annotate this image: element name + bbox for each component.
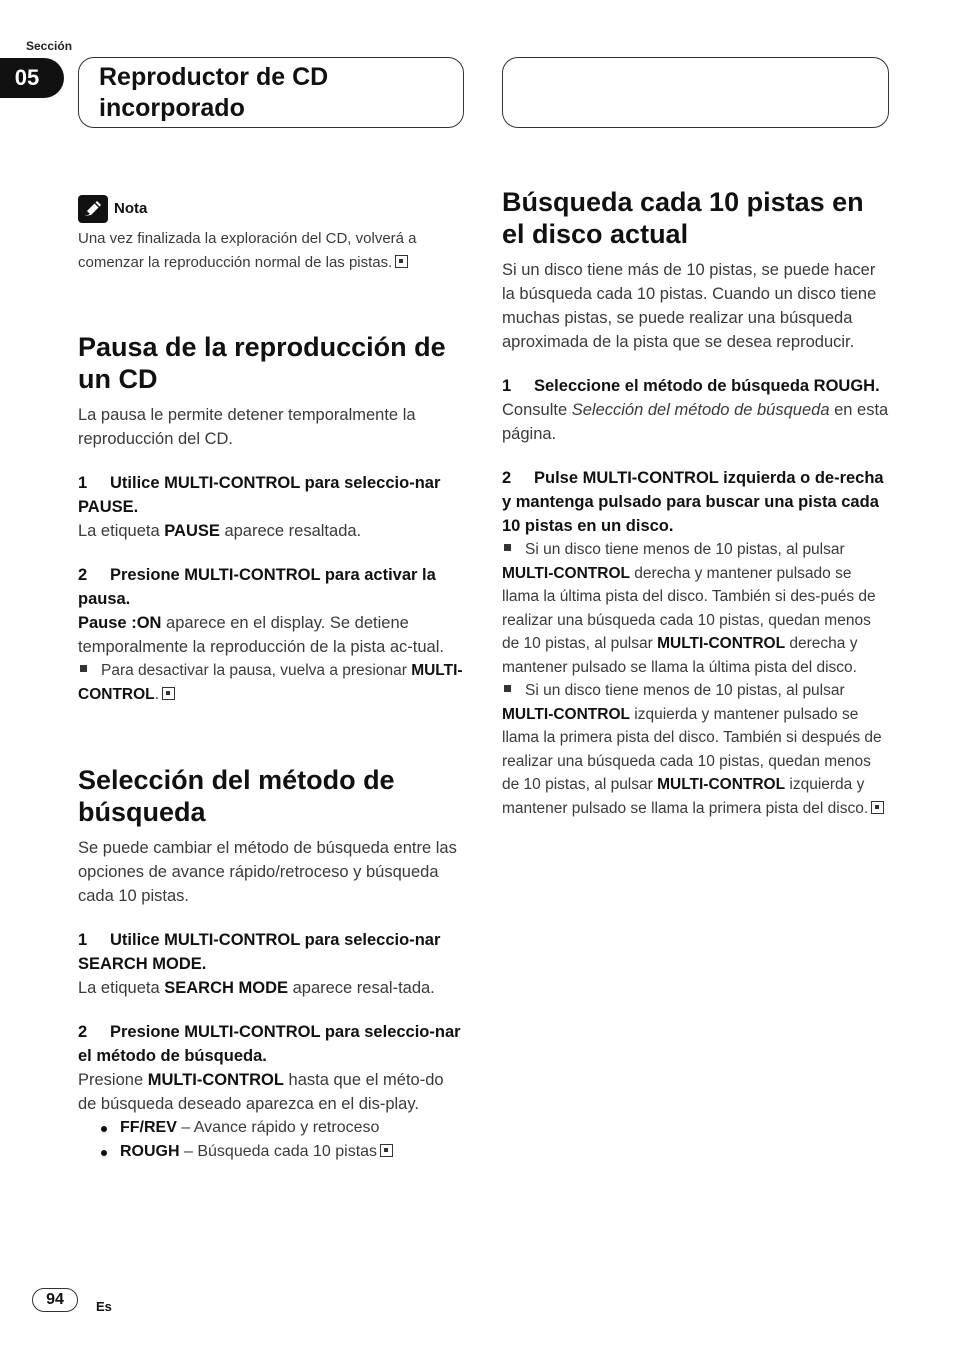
chapter-title: Reproductor de CD incorporado: [99, 63, 329, 122]
left-column: [78, 195, 466, 1164]
search-method-step-1-text: La etiqueta SEARCH MODE aparece resal-tada.: [78, 979, 435, 997]
end-of-section-icon: [395, 255, 408, 268]
pause-step-1: 1 Utilice MULTI-CONTROL para seleccio-nar PAUSE.: [78, 474, 441, 516]
search-method-intro: Se puede cambiar el método de búsqueda entre las opciones de avance rápido/retroceso y búsqueda cada 10 pistas.: [78, 839, 457, 905]
search-method-step-1: 1 Utilice MULTI-CONTROL para seleccio-nar SEARCH MODE.: [78, 931, 441, 973]
end-of-section-icon: [871, 801, 884, 814]
note-header: [78, 195, 466, 223]
square-bullet-icon: [504, 685, 511, 692]
language-label: Es: [96, 1299, 112, 1314]
search-method-heading: Selección del método de búsqueda: [78, 765, 395, 827]
end-of-section-icon: [162, 687, 175, 700]
pause-step-2-text: Pause :ON aparece en el display. Se detiene temporalmente la reproducción de la pista ac-tual.: [78, 614, 444, 656]
square-bullet-icon: [504, 544, 511, 551]
right-column: [502, 186, 890, 820]
pause-heading: Pausa de la reproducción de un CD: [78, 332, 446, 394]
page-number: 94: [32, 1288, 78, 1312]
rough-search-heading: Búsqueda cada 10 pistas en el disco actual: [502, 187, 864, 249]
rough-bullet-2: Si un disco tiene menos de 10 pistas, al pulsar MULTI-CONTROL izquierda y mantener pulsado se llama la primera pista del disco. También si después de realizar una búsqueda cada 10 pistas, quedan menos de 10 pistas, al pulsar MULTI-CONTROL izquierda y mantener pulsado se llama la primera pista del disco.: [502, 679, 890, 820]
section-number-tab: 05: [0, 58, 64, 98]
empty-header-box: [502, 57, 889, 128]
rough-bullet-1: Si un disco tiene menos de 10 pistas, al pulsar MULTI-CONTROL derecha y mantener pulsado se llama la última pista del disco. También si des-pués de realizar una búsqueda cada 10 pistas, quedan menos de 10 pistas, al pulsar MULTI-CONTROL derecha y mantener pulsado se llama la última pista del disco.: [502, 541, 876, 676]
pause-bullet: Para desactivar la pausa, vuelva a presionar MULTI-CONTROL.: [78, 662, 463, 703]
chapter-title-box: [78, 57, 464, 128]
pause-intro: La pausa le permite detener temporalmente la reproducción del CD.: [78, 406, 416, 448]
note-title: Nota: [114, 200, 148, 217]
square-bullet-icon: [80, 665, 87, 672]
section-label: Sección: [26, 39, 73, 53]
list-item: ROUGH – Búsqueda cada 10 pistas: [98, 1140, 466, 1164]
search-options-list: [98, 1116, 466, 1164]
pause-step-1-text: La etiqueta PAUSE aparece resaltada.: [78, 522, 362, 540]
rough-step-1-text: Consulte Selección del método de búsqueda en esta página.: [502, 401, 889, 443]
pause-step-2: 2 Presione MULTI-CONTROL para activar la pausa.: [78, 566, 436, 608]
search-method-step-2: 2 Presione MULTI-CONTROL para seleccio-nar el método de búsqueda.: [78, 1023, 461, 1065]
rough-step-1: 1 Seleccione el método de búsqueda ROUGH.: [502, 377, 880, 395]
search-method-step-2-text: Presione MULTI-CONTROL hasta que el méto-do de búsqueda deseado aparezca en el dis-play.: [78, 1071, 444, 1113]
list-item: FF/REV – Avance rápido y retroceso: [98, 1116, 466, 1140]
end-of-section-icon: [380, 1144, 393, 1157]
rough-search-intro: Si un disco tiene más de 10 pistas, se puede hacer la búsqueda cada 10 pistas. Cuando un disco tiene muchas pistas, se puede realizar una búsqueda aproximada de la pista que se desea reproducir.: [502, 261, 877, 351]
rough-step-2: 2 Pulse MULTI-CONTROL izquierda o de-recha y mantenga pulsado para buscar una pista cada 10 pistas en un disco.: [502, 469, 884, 535]
note-text: Una vez finalizada la exploración del CD, volverá a comenzar la reproducción normal de las pistas.: [78, 230, 417, 271]
pencil-note-icon: [78, 195, 108, 223]
